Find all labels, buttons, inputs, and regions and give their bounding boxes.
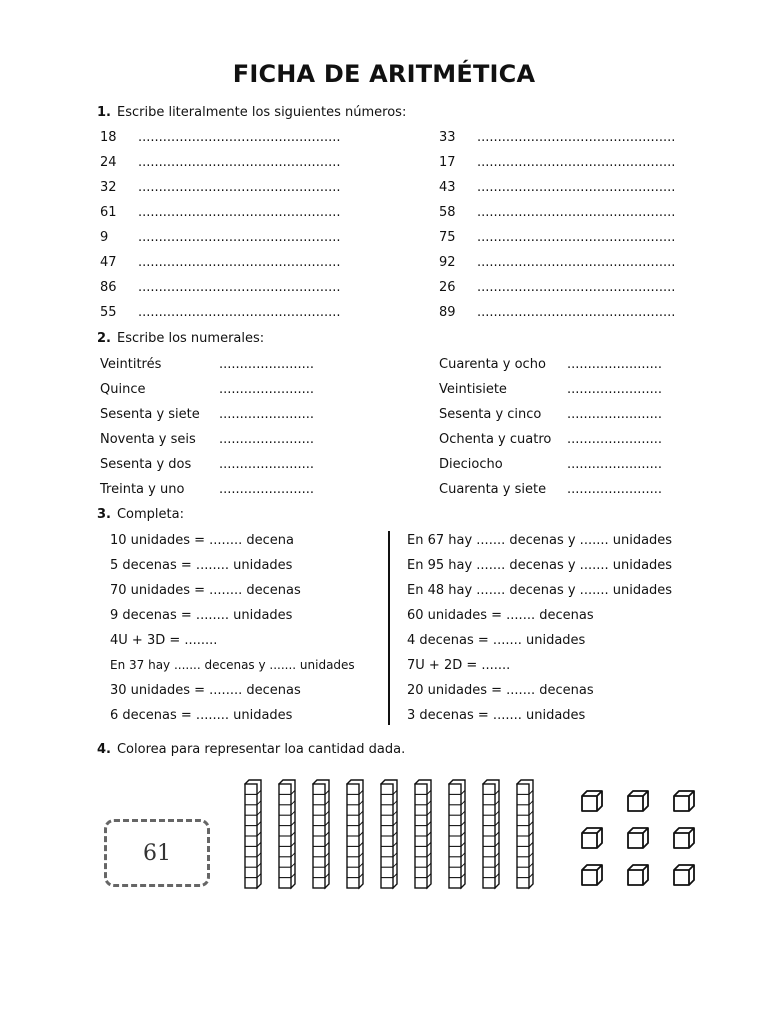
number-row xyxy=(100,230,340,245)
number-value: 75 xyxy=(439,230,456,245)
answer-dots: ................................................. xyxy=(138,130,341,145)
section-2-heading xyxy=(97,331,264,346)
exercise-line: En 67 hay ....... decenas y ....... unidades xyxy=(407,533,673,548)
numeral-row xyxy=(439,482,662,497)
numeral-words: Sesenta y cinco xyxy=(439,407,542,422)
ten-rod xyxy=(313,780,329,888)
exercise-line: 6 decenas = ........ unidades xyxy=(110,708,293,723)
page-title: FICHA DE ARITMÉTICA xyxy=(232,60,536,88)
ten-rod xyxy=(347,780,363,888)
numeral-words: Cuarenta y siete xyxy=(439,482,547,497)
ten-rod xyxy=(517,780,533,888)
answer-dots: ....................... xyxy=(567,457,663,472)
answer-dots: ................................................ xyxy=(477,280,676,295)
tens-rods xyxy=(241,779,541,891)
number-value: 61 xyxy=(100,205,117,220)
number-row xyxy=(439,205,675,220)
number-value: 86 xyxy=(100,280,117,295)
answer-dots: ....................... xyxy=(567,407,663,422)
numeral-row xyxy=(100,407,314,422)
exercise-line: En 95 hay ....... decenas y ....... unidades xyxy=(407,558,673,573)
answer-dots: ................................................. xyxy=(138,180,341,195)
numeral-words: Noventa y seis xyxy=(100,432,196,447)
quantity-value: 61 xyxy=(143,840,171,866)
unit-cube xyxy=(582,828,602,848)
number-row xyxy=(439,305,675,320)
exercise-line: 4 decenas = ....... unidades xyxy=(407,633,586,648)
number-value: 55 xyxy=(100,305,117,320)
section-1-heading xyxy=(97,105,406,120)
unit-cube xyxy=(582,791,602,811)
numeral-words: Veintitrés xyxy=(100,357,162,372)
number-value: 32 xyxy=(100,180,117,195)
answer-dots: ....................... xyxy=(567,357,663,372)
number-row xyxy=(439,255,675,270)
exercise-line: 9 decenas = ........ unidades xyxy=(110,608,293,623)
answer-dots: ....................... xyxy=(219,407,315,422)
numeral-row xyxy=(439,457,662,472)
answer-dots: ................................................ xyxy=(477,180,676,195)
numeral-row xyxy=(439,432,662,447)
numeral-row xyxy=(100,382,314,397)
section-1-instruction: Escribe literalmente los siguientes números: xyxy=(116,105,407,120)
number-row xyxy=(439,230,675,245)
answer-dots: ................................................. xyxy=(138,155,341,170)
section-2-instruction: Escribe los numerales: xyxy=(116,331,265,346)
answer-dots: ................................................. xyxy=(138,305,341,320)
exercise-line: 5 decenas = ........ unidades xyxy=(110,558,293,573)
number-row xyxy=(100,205,340,220)
numeral-row xyxy=(100,457,314,472)
numeral-words: Sesenta y siete xyxy=(100,407,200,422)
answer-dots: ................................................ xyxy=(477,305,676,320)
numeral-words: Ochenta y cuatro xyxy=(439,432,552,447)
answer-dots: ................................................ xyxy=(477,230,676,245)
section-2-number: 2. xyxy=(97,331,111,346)
answer-dots: ................................................ xyxy=(477,205,676,220)
ten-rod xyxy=(449,780,465,888)
numeral-row xyxy=(439,357,662,372)
exercise-line: 20 unidades = ....... decenas xyxy=(407,683,594,698)
answer-dots: ....................... xyxy=(219,457,315,472)
answer-dots: ................................................. xyxy=(138,280,341,295)
number-value: 17 xyxy=(439,155,456,170)
unit-cube xyxy=(628,865,648,885)
numeral-row xyxy=(100,432,314,447)
number-row xyxy=(100,130,340,145)
numeral-row xyxy=(100,357,314,372)
numeral-row xyxy=(439,382,662,397)
numeral-row xyxy=(439,407,662,422)
exercise-line: En 37 hay ....... decenas y ....... unidades xyxy=(110,658,355,672)
number-value: 9 xyxy=(100,230,109,245)
number-row xyxy=(439,280,675,295)
answer-dots: ................................................. xyxy=(138,205,341,220)
exercise-line: 4U + 3D = ........ xyxy=(110,633,218,648)
answer-dots: ................................................ xyxy=(477,130,676,145)
section-4-heading xyxy=(97,742,405,757)
ten-rod xyxy=(245,780,261,888)
exercise-line: En 48 hay ....... decenas y ....... unidades xyxy=(407,583,673,598)
number-row xyxy=(439,180,675,195)
ten-rod xyxy=(381,780,397,888)
section-1-number: 1. xyxy=(97,105,111,120)
answer-dots: ....................... xyxy=(219,432,315,447)
numeral-words: Quince xyxy=(100,382,146,397)
number-value: 26 xyxy=(439,280,456,295)
unit-cube xyxy=(628,791,648,811)
number-row xyxy=(100,155,340,170)
numeral-words: Dieciocho xyxy=(439,457,503,472)
ten-rod xyxy=(279,780,295,888)
answer-dots: ....................... xyxy=(567,382,663,397)
section-3-number: 3. xyxy=(97,507,111,522)
exercise-line: 60 unidades = ....... decenas xyxy=(407,608,594,623)
answer-dots: ....................... xyxy=(219,482,315,497)
exercise-line: 30 unidades = ........ decenas xyxy=(110,683,301,698)
section-4-number: 4. xyxy=(97,742,111,757)
quantity-box xyxy=(104,819,210,887)
number-row xyxy=(100,280,340,295)
answer-dots: ................................................ xyxy=(477,155,676,170)
number-value: 33 xyxy=(439,130,456,145)
section-3-instruction: Completa: xyxy=(116,507,184,522)
unit-cube xyxy=(628,828,648,848)
exercise-line: 10 unidades = ........ decena xyxy=(110,533,294,548)
numeral-words: Veintisiete xyxy=(439,382,507,397)
number-value: 89 xyxy=(439,305,456,320)
number-value: 43 xyxy=(439,180,456,195)
answer-dots: ....................... xyxy=(567,432,663,447)
numeral-words: Cuarenta y ocho xyxy=(439,357,546,372)
number-value: 47 xyxy=(100,255,117,270)
unit-cube xyxy=(674,791,694,811)
section-3-divider xyxy=(388,531,390,725)
number-value: 58 xyxy=(439,205,456,220)
number-row xyxy=(100,305,340,320)
answer-dots: ................................................ xyxy=(477,255,676,270)
unit-cubes xyxy=(578,788,703,893)
section-3-heading xyxy=(97,507,184,522)
ten-rod xyxy=(483,780,499,888)
section-4-instruction: Colorea para representar loa cantidad dada. xyxy=(116,742,406,757)
number-row xyxy=(100,255,340,270)
answer-dots: ....................... xyxy=(219,357,315,372)
answer-dots: ................................................. xyxy=(138,255,341,270)
ten-rod xyxy=(415,780,431,888)
numeral-row xyxy=(100,482,314,497)
number-value: 92 xyxy=(439,255,456,270)
answer-dots: ................................................. xyxy=(138,230,341,245)
number-value: 18 xyxy=(100,130,117,145)
answer-dots: ....................... xyxy=(567,482,663,497)
unit-cube xyxy=(582,865,602,885)
exercise-line: 7U + 2D = ....... xyxy=(407,658,511,673)
number-row xyxy=(100,180,340,195)
unit-cube xyxy=(674,865,694,885)
unit-cube xyxy=(674,828,694,848)
exercise-line: 70 unidades = ........ decenas xyxy=(110,583,301,598)
numeral-words: Sesenta y dos xyxy=(100,457,192,472)
exercise-line: 3 decenas = ....... unidades xyxy=(407,708,586,723)
number-row xyxy=(439,130,675,145)
answer-dots: ....................... xyxy=(219,382,315,397)
number-row xyxy=(439,155,675,170)
numeral-words: Treinta y uno xyxy=(100,482,185,497)
number-value: 24 xyxy=(100,155,117,170)
